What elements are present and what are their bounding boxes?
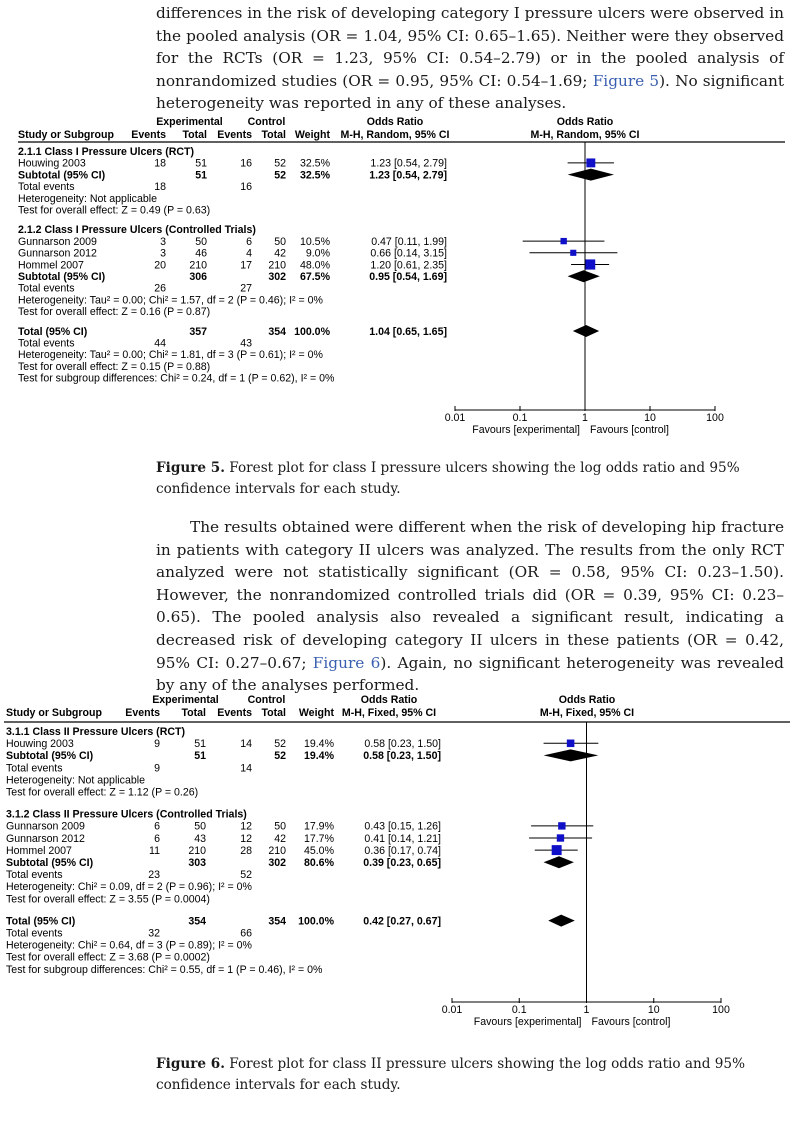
x-tick-label: 0.01 xyxy=(444,412,466,424)
ctl-total-value: 354 xyxy=(268,325,286,338)
exp-total-value: 51 xyxy=(194,750,206,763)
header-study: Study or Subgroup xyxy=(6,707,102,719)
header-method-plot: M-H, Random, 95% CI xyxy=(530,129,640,141)
study-label: Houwing 2003 xyxy=(18,157,86,170)
subtotal-label: Total (95% CI) xyxy=(18,325,88,338)
figure-6-caption: Figure 6. Forest plot for class II pressure ulcers showing the log odds ratio and 95% confidence intervals for each study. xyxy=(156,1056,745,1093)
exp-total-value: 354 xyxy=(188,915,206,928)
statistics-note: Test for overall effect: Z = 3.68 (P = 0.0002) xyxy=(6,951,210,964)
x-tick-label: 100 xyxy=(706,412,724,424)
ctl-events-value: 12 xyxy=(240,832,252,845)
subtotal-label: Subtotal (95% CI) xyxy=(18,271,106,283)
study-label: Houwing 2003 xyxy=(6,738,74,751)
total-events-label: Total events xyxy=(6,869,63,882)
odds-ratio-ci-value: 1.20 [0.61, 2.35] xyxy=(370,259,447,272)
subtotal-label: Subtotal (95% CI) xyxy=(18,169,106,182)
total-events-label: Total events xyxy=(18,181,75,194)
exp-total-value: 50 xyxy=(195,235,207,248)
ctl-total-value: 42 xyxy=(274,832,286,845)
exp-events-value: 18 xyxy=(154,157,166,170)
effect-square xyxy=(585,259,595,269)
ctl-total-value: 302 xyxy=(268,271,286,283)
odds-ratio-ci-value: 1.04 [0.65, 1.65] xyxy=(369,325,447,338)
total-events-label: Total events xyxy=(18,282,75,295)
total-events-label: Total events xyxy=(18,337,75,350)
weight-value: 17.9% xyxy=(303,820,334,833)
odds-ratio-ci-value: 0.66 [0.14, 3.15] xyxy=(370,247,447,260)
exp-total-value: 51 xyxy=(195,157,207,170)
effect-square xyxy=(570,250,576,256)
weight-value: 100.0% xyxy=(298,915,334,928)
ctl-events-value: 16 xyxy=(240,157,252,170)
header-ctl-events: Events xyxy=(217,129,252,141)
x-tick-label: 0.1 xyxy=(511,1004,527,1016)
header-experimental: Experimental xyxy=(152,694,219,706)
ctl-events-value: 6 xyxy=(246,235,252,248)
pooled-diamond xyxy=(544,749,599,761)
favours-experimental-label: Favours [experimental] xyxy=(473,1016,582,1028)
header-exp-events: Events xyxy=(131,129,166,141)
odds-ratio-ci-value: 0.95 [0.54, 1.69] xyxy=(369,271,447,283)
ctl-total-value: 52 xyxy=(274,750,286,763)
weight-value: 10.5% xyxy=(299,235,330,248)
favours-control-label: Favours [control] xyxy=(590,424,669,436)
weight-value: 17.7% xyxy=(303,832,334,845)
x-tick-label: 10 xyxy=(644,412,656,424)
header-method: M-H, Fixed, 95% CI xyxy=(341,707,437,719)
exp-events-value: 6 xyxy=(154,820,160,833)
statistics-note: Test for subgroup differences: Chi² = 0.24, df = 1 (P = 0.62), I² = 0% xyxy=(18,372,335,385)
ctl-total-value: 302 xyxy=(268,857,286,869)
subgroup-heading: 2.1.1 Class I Pressure Ulcers (RCT) xyxy=(18,146,195,158)
exp-total-value: 210 xyxy=(189,259,207,272)
ctl-events-value: 28 xyxy=(240,844,252,857)
exp-total-value: 50 xyxy=(194,820,206,833)
exp-events-value: 3 xyxy=(160,247,166,260)
header-odds-ratio: Odds Ratio xyxy=(366,116,424,128)
header-method-plot: M-H, Fixed, 95% CI xyxy=(539,707,635,719)
header-method: M-H, Random, 95% CI xyxy=(340,129,450,141)
statistics-note: Heterogeneity: Chi² = 0.09, df = 2 (P = 0.96); I² = 0% xyxy=(6,881,252,894)
pooled-diamond xyxy=(568,169,614,181)
study-label: Hommel 2007 xyxy=(6,844,72,857)
effect-square xyxy=(586,158,595,167)
exp-total-value: 303 xyxy=(188,857,206,869)
odds-ratio-ci-value: 0.58 [0.23, 1.50] xyxy=(363,750,441,763)
odds-ratio-ci-value: 0.36 [0.17, 0.74] xyxy=(364,844,441,857)
paragraph-1: differences in the risk of developing category I pressure ulcers were observed in the pooled analysis (OR = 1.04, 95% CI: 0.65–1.65). Neither were they observed for the RCTs (OR = 1.23, 95% CI: 0.54–2.79) or in the pooled analysis of nonrandomized studies (OR = 0.95, 95% CI: 0.54–1.69; Figure 5). No significant heterogeneity was reported in any of these analyses. xyxy=(156,4,784,113)
ctl-total-value: 52 xyxy=(274,157,286,170)
weight-value: 19.4% xyxy=(303,750,334,763)
subgroup-heading: 3.1.2 Class II Pressure Ulcers (Controlled Trials) xyxy=(6,808,247,821)
odds-ratio-ci-value: 0.43 [0.15, 1.26] xyxy=(364,820,441,833)
header-weight: Weight xyxy=(298,707,334,719)
odds-ratio-ci-value: 0.39 [0.23, 0.65] xyxy=(363,857,441,869)
header-ctl-total: Total xyxy=(261,129,286,141)
exp-events-value: 6 xyxy=(154,832,160,845)
header-experimental: Experimental xyxy=(156,116,223,128)
study-label: Gunnarson 2009 xyxy=(6,820,85,833)
ctl-events-value: 14 xyxy=(240,762,252,775)
study-label: Gunnarson 2009 xyxy=(18,235,97,248)
odds-ratio-ci-value: 0.47 [0.11, 1.99] xyxy=(371,235,447,248)
ctl-total-value: 50 xyxy=(274,820,286,833)
exp-events-value: 23 xyxy=(148,869,160,882)
exp-total-value: 51 xyxy=(195,169,207,182)
exp-total-value: 46 xyxy=(195,247,207,260)
total-events-label: Total events xyxy=(6,762,63,775)
forest-plot-figure-6 xyxy=(0,690,799,1044)
favours-control-label: Favours [control] xyxy=(591,1016,671,1028)
effect-square xyxy=(557,834,564,841)
exp-events-value: 20 xyxy=(154,259,166,272)
weight-value: 100.0% xyxy=(294,325,330,338)
exp-total-value: 357 xyxy=(189,325,207,338)
statistics-note: Heterogeneity: Chi² = 0.64, df = 3 (P = 0.89); I² = 0% xyxy=(6,939,252,952)
favours-experimental-label: Favours [experimental] xyxy=(472,424,580,436)
weight-value: 32.5% xyxy=(299,157,330,170)
x-tick-label: 1 xyxy=(583,1004,590,1016)
header-ctl-events: Events xyxy=(217,707,252,719)
header-exp-events: Events xyxy=(125,707,160,719)
paragraph-2: The results obtained were different when the risk of developing hip fracture in patients with category II ulcers was analyzed. The results from the only RCT analyzed were not statistically significant (OR = 0.58, 95% CI: 0.23–1.50). However, the nonrandomized controlled trials did (OR = 0.39, 95% CI: 0.23–0.65). The pooled analysis also revealed a significant result, indicating a decreased risk of developing category II ulcers in these patients (OR = 0.42, 95% CI: 0.27–0.67; Figure 6). Again, no significant heterogeneity was revealed by any of the analyses performed. xyxy=(156,518,784,695)
effect-square xyxy=(558,822,565,829)
header-ctl-total: Total xyxy=(261,707,286,719)
pooled-diamond xyxy=(573,325,599,337)
exp-events-value: 3 xyxy=(160,235,166,248)
exp-events-value: 9 xyxy=(154,738,160,751)
header-study: Study or Subgroup xyxy=(18,129,114,141)
ctl-events-value: 66 xyxy=(240,927,252,940)
exp-total-value: 306 xyxy=(189,271,207,283)
odds-ratio-ci-value: 0.41 [0.14, 1.21] xyxy=(364,832,441,845)
ctl-total-value: 210 xyxy=(268,844,286,857)
statistics-note: Heterogeneity: Tau² = 0.00; Chi² = 1.81, df = 3 (P = 0.61); I² = 0% xyxy=(18,349,323,362)
ctl-total-value: 52 xyxy=(274,738,286,751)
ctl-total-value: 52 xyxy=(274,169,286,182)
study-label: Gunnarson 2012 xyxy=(6,832,85,845)
effect-square xyxy=(561,238,567,244)
statistics-note: Test for overall effect: Z = 0.16 (P = 0.87) xyxy=(18,306,211,319)
header-odds-ratio: Odds Ratio xyxy=(360,694,418,706)
subtotal-label: Total (95% CI) xyxy=(6,915,76,928)
ctl-total-value: 50 xyxy=(274,235,286,248)
study-label: Hommel 2007 xyxy=(18,259,84,272)
exp-events-value: 44 xyxy=(154,337,166,350)
statistics-note: Test for overall effect: Z = 3.55 (P = 0.0004) xyxy=(6,893,210,906)
statistics-note: Test for subgroup differences: Chi² = 0.55, df = 1 (P = 0.46), I² = 0% xyxy=(6,963,323,976)
ctl-events-value: 16 xyxy=(240,181,252,194)
ctl-events-value: 12 xyxy=(240,820,252,833)
header-control: Control xyxy=(247,116,286,128)
weight-value: 19.4% xyxy=(303,738,334,751)
ctl-events-value: 14 xyxy=(240,738,252,751)
weight-value: 32.5% xyxy=(299,169,330,182)
study-label: Gunnarson 2012 xyxy=(18,247,97,260)
odds-ratio-ci-value: 1.23 [0.54, 2.79] xyxy=(370,157,447,170)
header-weight: Weight xyxy=(294,129,330,141)
weight-value: 45.0% xyxy=(303,844,334,857)
header-exp-total: Total xyxy=(182,129,207,141)
weight-value: 9.0% xyxy=(305,247,330,260)
subgroup-heading: 3.1.1 Class II Pressure Ulcers (RCT) xyxy=(6,726,186,738)
header-exp-total: Total xyxy=(181,707,206,719)
exp-total-value: 210 xyxy=(188,844,206,857)
effect-square xyxy=(552,845,562,855)
statistics-note: Test for overall effect: Z = 1.12 (P = 0.26) xyxy=(6,786,199,799)
x-tick-label: 0.1 xyxy=(512,412,528,424)
weight-value: 48.0% xyxy=(299,259,330,272)
subtotal-label: Subtotal (95% CI) xyxy=(6,750,94,763)
exp-events-value: 32 xyxy=(148,927,160,940)
exp-total-value: 43 xyxy=(194,832,206,845)
figure-5-link[interactable]: Figure 5 xyxy=(592,71,660,90)
forest-plot-figure-5 xyxy=(0,112,799,448)
ctl-total-value: 354 xyxy=(268,915,286,928)
pooled-diamond xyxy=(568,270,600,282)
ctl-total-value: 210 xyxy=(268,259,286,272)
header-control: Control xyxy=(247,694,286,706)
total-events-label: Total events xyxy=(6,927,63,940)
effect-square xyxy=(567,740,575,748)
ctl-events-value: 52 xyxy=(240,869,252,882)
ctl-total-value: 42 xyxy=(274,247,286,260)
ctl-events-value: 17 xyxy=(240,259,252,272)
exp-events-value: 26 xyxy=(154,282,166,295)
exp-events-value: 11 xyxy=(149,844,160,857)
ctl-events-value: 4 xyxy=(246,247,252,260)
odds-ratio-ci-value: 1.23 [0.54, 2.79] xyxy=(369,169,447,182)
ctl-events-value: 27 xyxy=(240,282,252,295)
ctl-events-value: 43 xyxy=(240,337,252,350)
figure-5-caption: Figure 5. Forest plot for class I pressure ulcers showing the log odds ratio and 95% confidence intervals for each study. xyxy=(156,460,740,497)
odds-ratio-ci-value: 0.42 [0.27, 0.67] xyxy=(363,915,441,928)
statistics-note: Heterogeneity: Not applicable xyxy=(18,192,157,205)
exp-events-value: 9 xyxy=(154,762,160,775)
statistics-note: Heterogeneity: Not applicable xyxy=(6,774,145,787)
header-odds-ratio-plot: Odds Ratio xyxy=(558,694,616,706)
exp-events-value: 18 xyxy=(154,181,166,194)
weight-value: 80.6% xyxy=(303,857,334,869)
statistics-note: Heterogeneity: Tau² = 0.00; Chi² = 1.57, df = 2 (P = 0.46); I² = 0% xyxy=(18,294,323,307)
x-tick-label: 100 xyxy=(712,1004,730,1016)
x-tick-label: 10 xyxy=(647,1004,660,1016)
subtotal-label: Subtotal (95% CI) xyxy=(6,857,94,869)
x-tick-label: 0.01 xyxy=(441,1004,463,1016)
statistics-note: Test for overall effect: Z = 0.49 (P = 0.63) xyxy=(18,204,211,217)
weight-value: 67.5% xyxy=(299,271,330,283)
pooled-diamond xyxy=(548,915,575,927)
figure-6-link[interactable]: Figure 6 xyxy=(312,653,381,672)
subgroup-heading: 2.1.2 Class I Pressure Ulcers (Controlled Trials) xyxy=(18,224,256,237)
header-odds-ratio-plot: Odds Ratio xyxy=(556,116,614,128)
statistics-note: Test for overall effect: Z = 0.15 (P = 0.88) xyxy=(18,360,211,373)
odds-ratio-ci-value: 0.58 [0.23, 1.50] xyxy=(364,738,441,751)
x-tick-label: 1 xyxy=(582,412,588,424)
exp-total-value: 51 xyxy=(194,738,206,751)
pooled-diamond xyxy=(544,856,574,868)
